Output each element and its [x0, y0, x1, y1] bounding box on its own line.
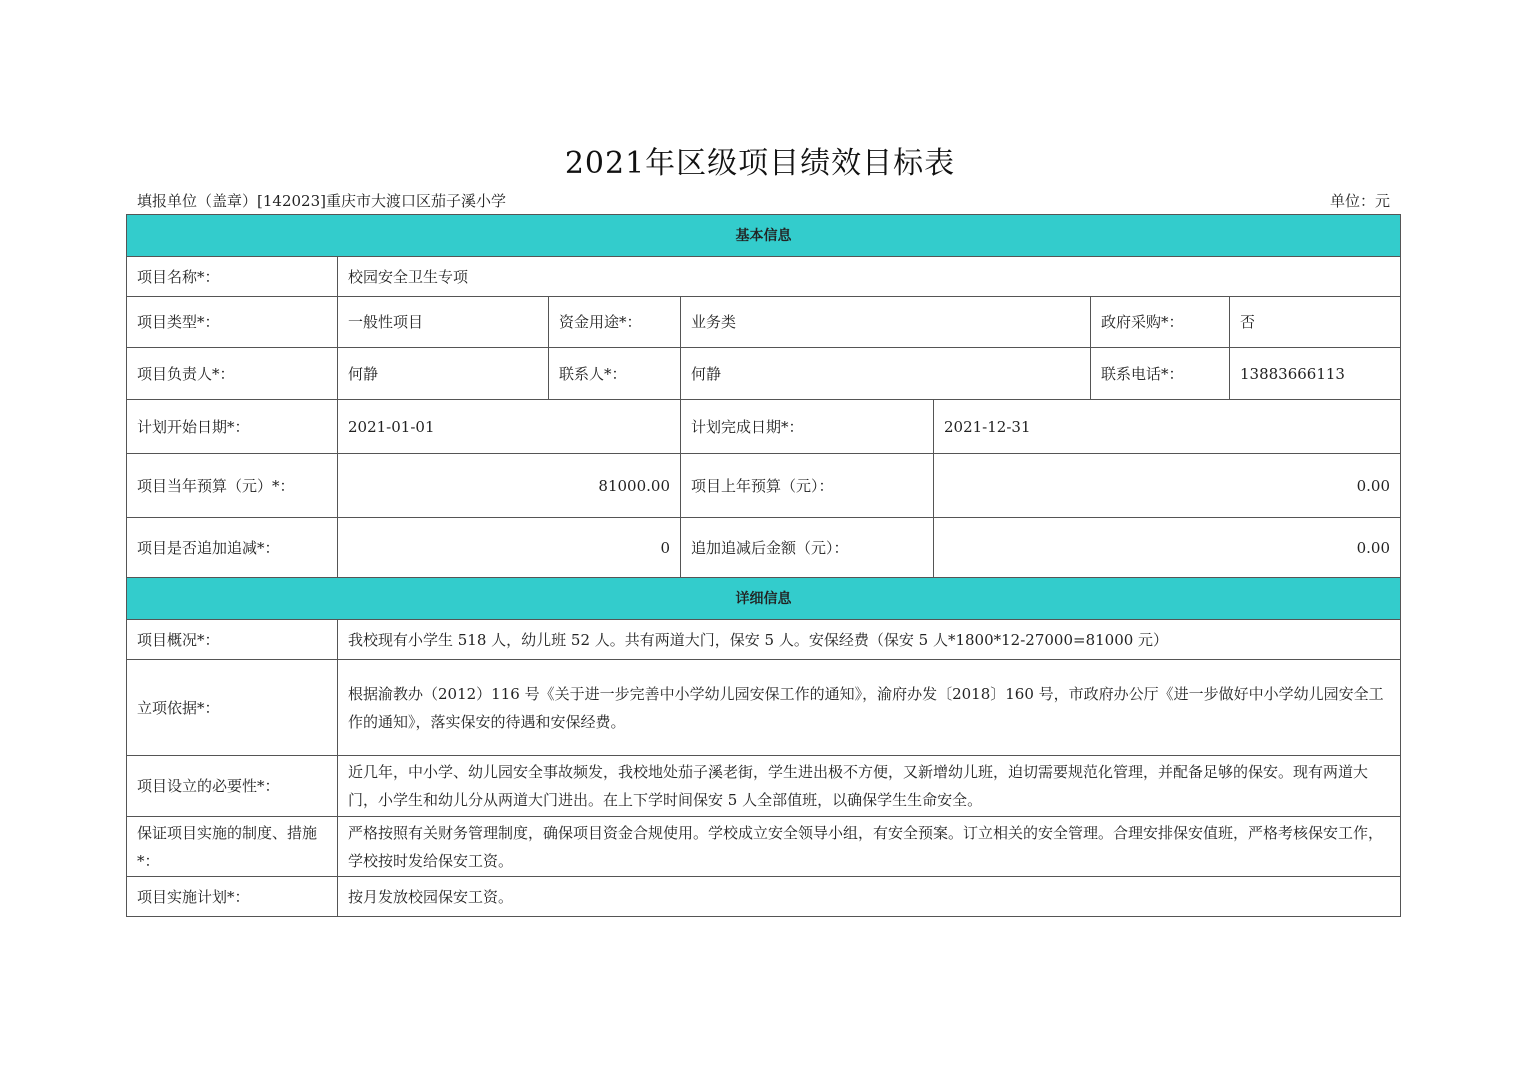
project-type-label: 项目类型*： — [127, 297, 338, 348]
fund-use-value: 业务类 — [681, 297, 1091, 348]
measures-value: 严格按照有关财务管理制度，确保项目资金合规使用。学校成立安全领导小组，有安全预案。订立相关的安全管理。合理安排保安值班，严格考核保安工作，学校按时发给保安工资。 — [338, 817, 1401, 877]
phone-value: 13883666113 — [1230, 348, 1401, 400]
basis-value: 根据渝教办（2012）116 号《关于进一步完善中小学幼儿园安保工作的通知》，渝府办发〔2018〕160 号，市政府办公厅《进一步做好中小学幼儿园安全工作的通知》，落实保安的待遇和安保经费。 — [338, 660, 1401, 756]
phone-label: 联系电话*： — [1091, 348, 1230, 400]
overview-value: 我校现有小学生 518 人，幼儿班 52 人。共有两道大门，保安 5 人。安保经费（保安 5 人*1800*12-27000=81000 元） — [338, 620, 1401, 660]
project-type-value: 一般性项目 — [338, 297, 549, 348]
page-title: 2021年区级项目绩效目标表 — [564, 146, 956, 181]
performance-table — [126, 214, 1401, 917]
section-detail-info: 详细信息 — [127, 578, 1401, 620]
plan-value: 按月发放校园保安工资。 — [338, 877, 1401, 917]
currency-unit: 单位：元 — [1329, 192, 1390, 210]
leader-label: 项目负责人*： — [127, 348, 338, 400]
adjusted-amount-value: 0.00 — [934, 518, 1401, 578]
prev-budget-value: 0.00 — [934, 454, 1401, 518]
adjust-label: 项目是否追加追减*： — [127, 518, 338, 578]
start-date-value: 2021-01-01 — [338, 400, 681, 454]
contact-value: 何静 — [681, 348, 1091, 400]
gov-procure-label: 政府采购*： — [1091, 297, 1230, 348]
gov-procure-value: 否 — [1230, 297, 1401, 348]
reporting-unit: 填报单位（盖章）[142023]重庆市大渡口区茄子溪小学 — [137, 192, 506, 210]
section-basic-info: 基本信息 — [127, 215, 1401, 257]
end-date-value: 2021-12-31 — [934, 400, 1401, 454]
prev-budget-label: 项目上年预算（元）： — [681, 454, 934, 518]
basis-label: 立项依据*： — [127, 660, 338, 756]
overview-label: 项目概况*： — [127, 620, 338, 660]
adjusted-amount-label: 追加追减后金额（元）： — [681, 518, 934, 578]
project-name-value: 校园安全卫生专项 — [338, 257, 1401, 297]
necessity-label: 项目设立的必要性*： — [127, 756, 338, 817]
budget-value: 81000.00 — [338, 454, 681, 518]
contact-label: 联系人*： — [549, 348, 681, 400]
budget-label: 项目当年预算（元）*： — [127, 454, 338, 518]
leader-value: 何静 — [338, 348, 549, 400]
adjust-value: 0 — [338, 518, 681, 578]
project-name-label: 项目名称*： — [127, 257, 338, 297]
necessity-value: 近几年，中小学、幼儿园安全事故频发，我校地处茄子溪老街，学生进出极不方便，又新增幼儿班，迫切需要规范化管理，并配备足够的保安。现有两道大门，小学生和幼儿分从两道大门进出。在上下学时间保安 5 人全部值班，以确保学生生命安全。 — [338, 756, 1401, 817]
start-date-label: 计划开始日期*： — [127, 400, 338, 454]
plan-label: 项目实施计划*： — [127, 877, 338, 917]
end-date-label: 计划完成日期*： — [681, 400, 934, 454]
measures-label: 保证项目实施的制度、措施*： — [127, 817, 338, 877]
fund-use-label: 资金用途*： — [549, 297, 681, 348]
